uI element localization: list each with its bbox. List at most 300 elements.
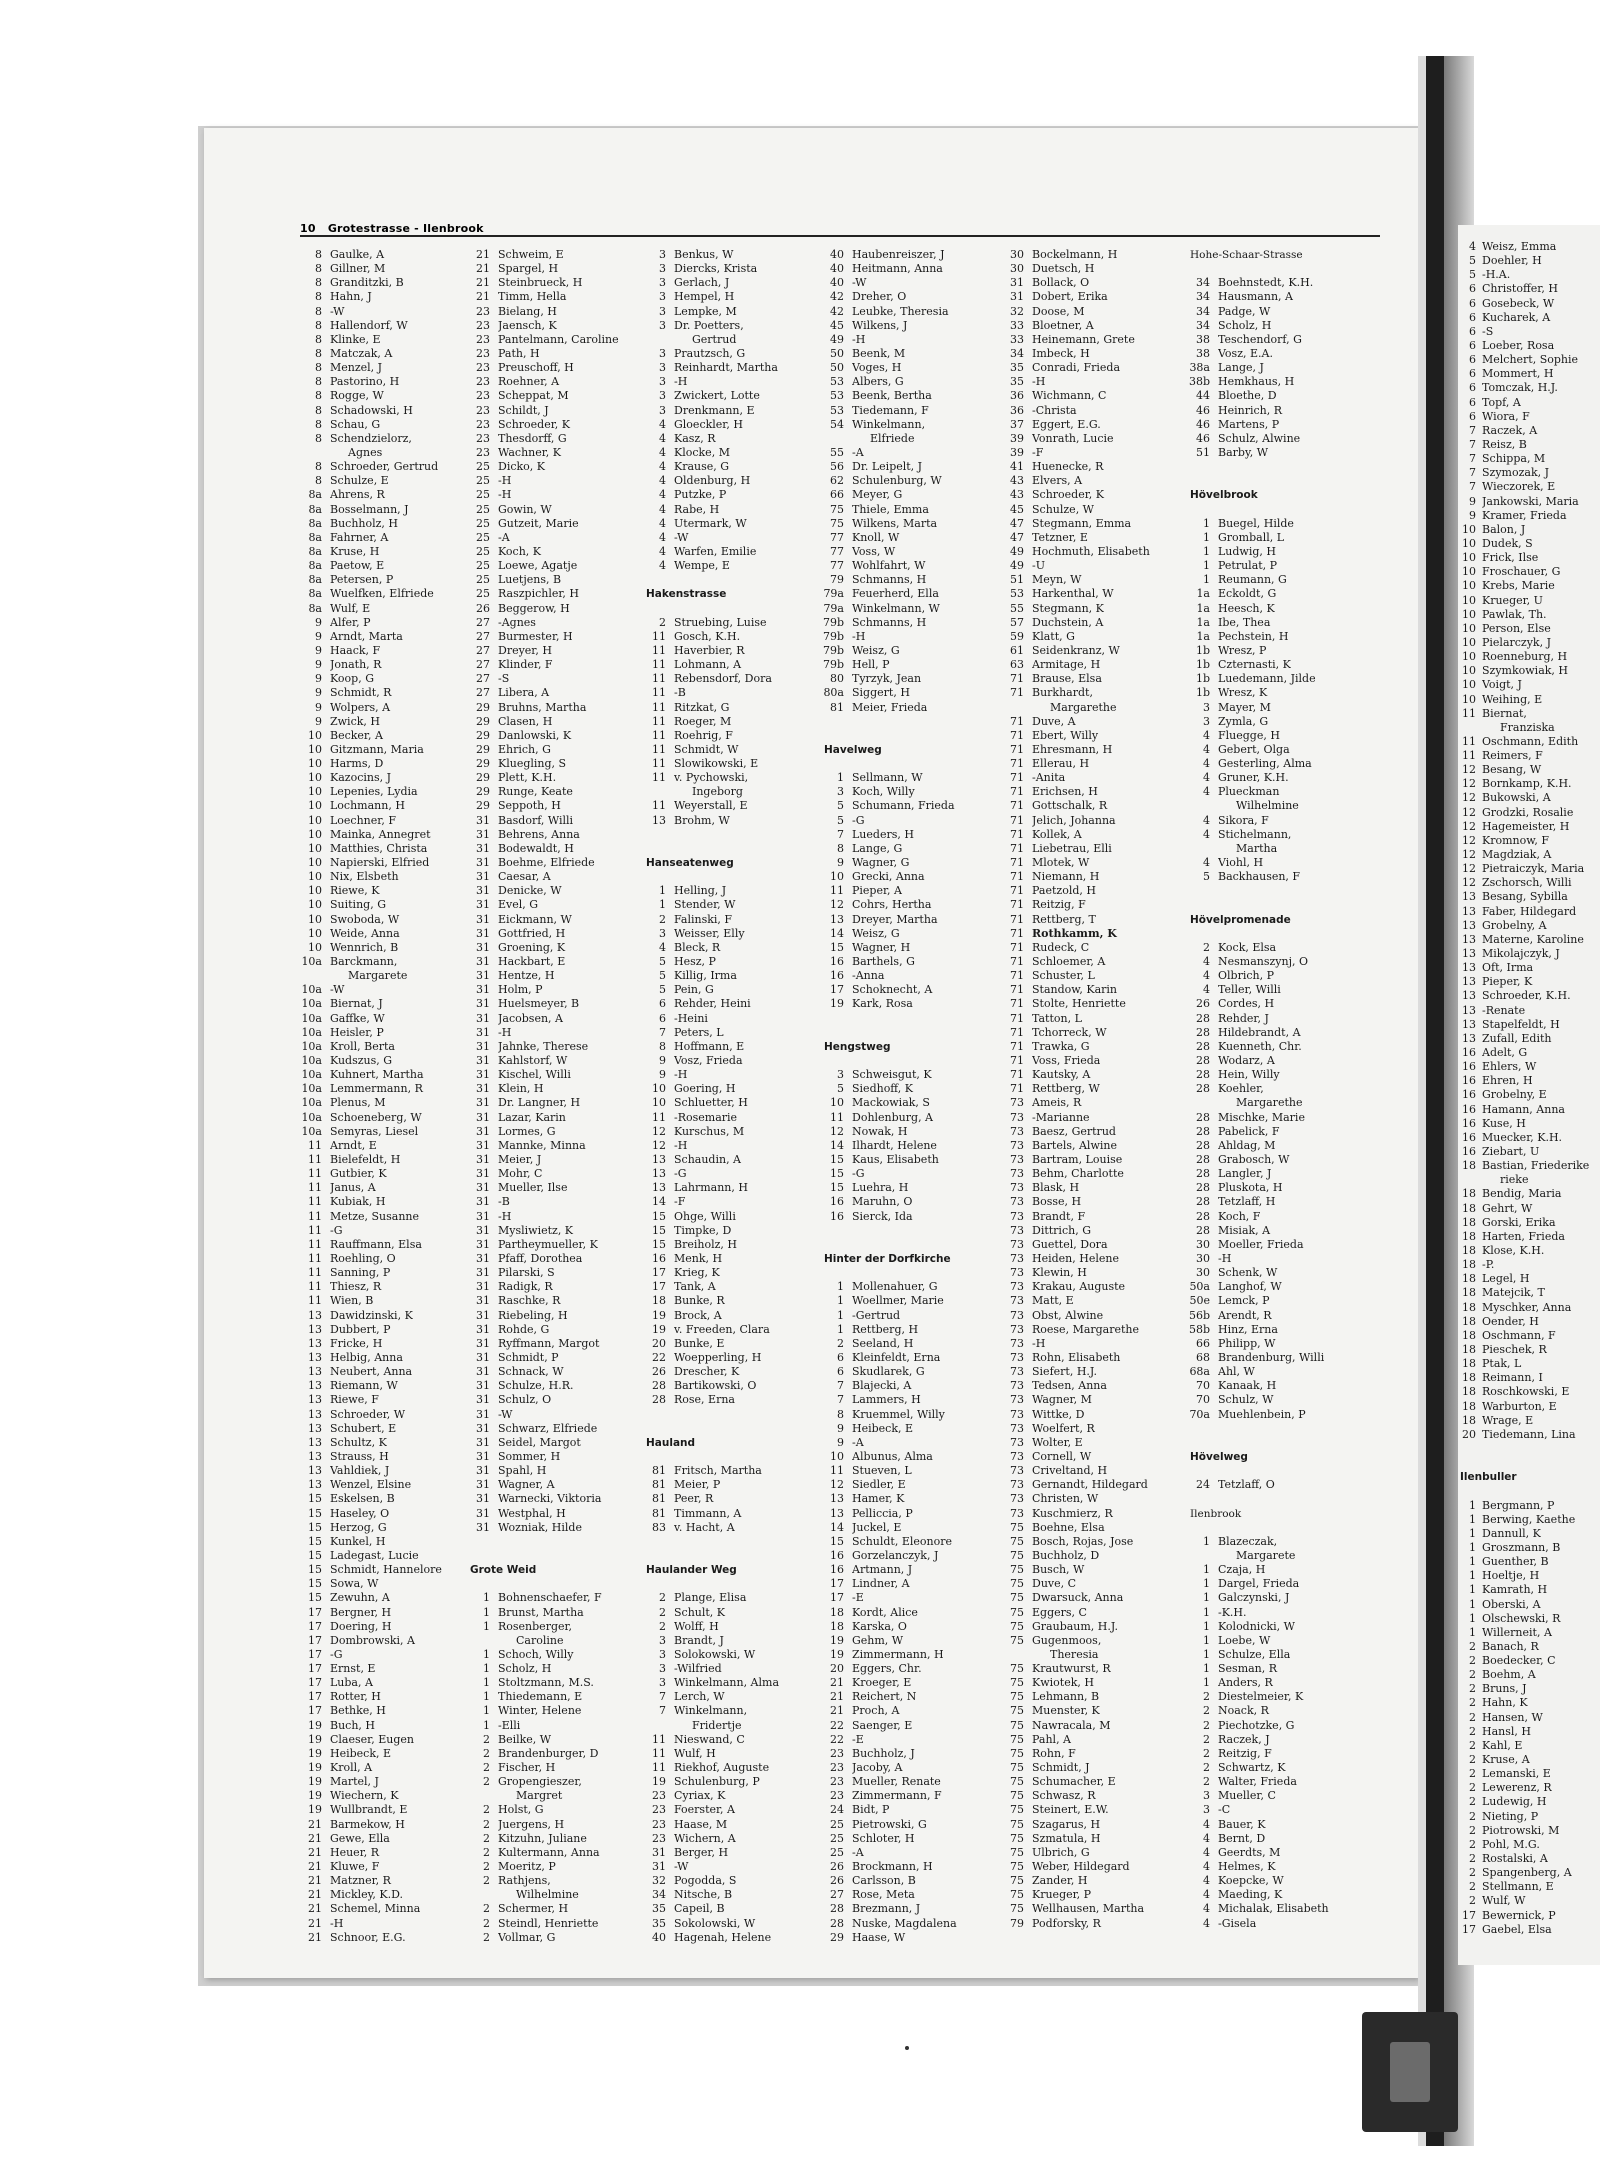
resident-name: Clasen, H (498, 714, 553, 728)
house-number: 10a (301, 1054, 322, 1068)
resident-name: Wrage, E (1482, 1413, 1534, 1427)
house-number: 10 (308, 742, 322, 756)
house-number: 1 (1469, 1555, 1476, 1569)
house-number: 31 (476, 1054, 490, 1068)
house-number: 57 (1010, 615, 1024, 629)
house-number: 2 (1469, 1781, 1476, 1795)
house-number (822, 432, 844, 446)
resident-name: Weihing, E (1482, 692, 1543, 706)
resident-name: Rostalski, A (1482, 1852, 1548, 1866)
house-number: 12 (1462, 805, 1476, 819)
resident-entry (1002, 1068, 1208, 1082)
resident-entry (1458, 1357, 1600, 1371)
resident-entry (468, 1733, 673, 1747)
house-number: 1 (837, 1322, 844, 1336)
resident-name: Weber, Hildegard (1032, 1860, 1130, 1874)
house-number: 56b (1188, 1308, 1210, 1322)
house-number: 5 (837, 813, 844, 827)
resident-entry (822, 347, 1022, 361)
resident-entry (468, 418, 673, 432)
house-number: 30 (1196, 1251, 1210, 1265)
resident-name: Jaensch, K (498, 318, 557, 332)
resident-entry (644, 1606, 830, 1620)
resident-name: Sanning, P (330, 1266, 391, 1280)
house-number: 13 (308, 1379, 322, 1393)
resident-name: Zewuhn, A (330, 1591, 390, 1605)
resident-name: Obst, Alwine (1032, 1308, 1104, 1322)
resident-name: Sierck, Ida (852, 1209, 913, 1223)
house-number: 28 (1196, 1068, 1210, 1082)
resident-name: Teller, Willi (1218, 983, 1281, 997)
resident-entry (300, 1450, 470, 1464)
resident-name: Langhof, W (1218, 1280, 1282, 1294)
street-heading (1188, 1450, 1416, 1464)
house-number: 1 (1469, 1597, 1476, 1611)
resident-entry (1188, 644, 1416, 658)
resident-name: Menzel, J (330, 361, 383, 375)
resident-entry (1458, 1499, 1600, 1513)
resident-name: Frick, Ilse (1482, 551, 1539, 565)
resident-name: Melchert, Sophie (1482, 353, 1579, 367)
resident-name: Metze, Susanne (330, 1209, 419, 1223)
resident-entry (300, 573, 470, 587)
resident-entry (468, 686, 673, 700)
resident-entry (644, 1026, 830, 1040)
resident-entry (468, 1408, 673, 1422)
house-number: 2 (1469, 1823, 1476, 1837)
resident-name: Haase, W (852, 1930, 906, 1944)
resident-entry (1458, 1866, 1600, 1880)
resident-name: Heinemann, Grete (1032, 332, 1135, 346)
resident-entry (300, 757, 470, 771)
house-number: 25 (830, 1831, 844, 1845)
resident-entry (1458, 1696, 1600, 1710)
house-number: 18 (1462, 1187, 1476, 1201)
resident-entry (644, 1111, 830, 1125)
house-number: 13 (308, 1365, 322, 1379)
resident-name: Raczek, A (1482, 423, 1538, 437)
house-number: 71 (1010, 912, 1024, 926)
house-number: 10 (1462, 692, 1476, 706)
house-number: 10 (1462, 678, 1476, 692)
house-number: 4 (1203, 969, 1210, 983)
resident-name: Ludwig, H (1218, 544, 1276, 558)
resident-entry (300, 460, 470, 474)
resident-entry (1002, 757, 1208, 771)
resident-name: Lemanski, E (1482, 1767, 1551, 1781)
resident-name: Froschauer, G (1482, 565, 1561, 579)
house-number: 73 (1010, 1195, 1024, 1209)
resident-entry (644, 389, 830, 403)
resident-entry (1188, 1719, 1416, 1733)
resident-entry (300, 488, 470, 502)
resident-name: Wagner, M (1032, 1393, 1092, 1407)
resident-name: Bosselmann, J (330, 502, 409, 516)
resident-entry (300, 785, 470, 799)
house-number: 56 (830, 460, 844, 474)
resident-name: Lemck, P (1218, 1294, 1270, 1308)
resident-name: Schuldt, Eleonore (852, 1534, 952, 1548)
resident-entry (1002, 658, 1208, 672)
resident-name: Koch, F (1218, 1209, 1261, 1223)
resident-entry (468, 503, 673, 517)
house-number: 71 (1010, 955, 1024, 969)
house-number: 32 (1010, 304, 1024, 318)
resident-name: Pieper, A (852, 884, 902, 898)
house-number: 31 (476, 1082, 490, 1096)
resident-name: Kramer, Frieda (1482, 508, 1567, 522)
resident-entry (1188, 1478, 1416, 1492)
house-number: 5 (659, 969, 666, 983)
resident-name: Oender, H (1482, 1314, 1539, 1328)
house-number: 11 (652, 1732, 666, 1746)
house-number: 1 (1203, 1633, 1210, 1647)
resident-name: Ahl, W (1218, 1365, 1255, 1379)
resident-name: Margret (516, 1789, 563, 1803)
spacer (644, 870, 830, 884)
resident-name: Elfriede (870, 431, 915, 445)
resident-entry (822, 1803, 1022, 1817)
resident-entry (644, 1323, 830, 1337)
resident-entry (468, 828, 673, 842)
house-number: 18 (1462, 1314, 1476, 1328)
resident-entry (822, 545, 1022, 559)
house-number: 16 (1462, 1088, 1476, 1102)
house-number: 1 (1469, 1512, 1476, 1526)
house-number: 4 (1203, 757, 1210, 771)
house-number: 79 (830, 573, 844, 587)
house-number: 28 (1196, 1011, 1210, 1025)
resident-entry (1458, 240, 1600, 254)
house-number: 23 (476, 318, 490, 332)
resident-name: Claeser, Eugen (330, 1732, 414, 1746)
house-number: 19 (652, 1322, 666, 1336)
resident-name: -G (852, 1167, 865, 1181)
resident-entry (468, 1648, 673, 1662)
house-number: 29 (476, 799, 490, 813)
resident-name: Rose, Erna (674, 1393, 735, 1407)
house-number: 13 (1462, 1017, 1476, 1031)
house-number: 10 (1462, 565, 1476, 579)
resident-name: Gutbier, K (330, 1167, 387, 1181)
house-number: 25 (830, 1817, 844, 1831)
resident-entry (822, 1676, 1022, 1690)
resident-entry (1188, 1408, 1416, 1422)
house-number: 9 (1469, 494, 1476, 508)
house-number: 9 (315, 672, 322, 686)
resident-name: Boehme, Elfriede (498, 856, 595, 870)
house-number: 18 (1462, 1286, 1476, 1300)
resident-entry (300, 1323, 470, 1337)
house-number: 4 (659, 544, 666, 558)
resident-name: Theresia (1050, 1647, 1099, 1661)
house-number: 33 (1010, 332, 1024, 346)
resident-name: Sokolowski, W (674, 1916, 756, 1930)
resident-name: Gertrud (692, 332, 737, 346)
resident-name: -H (852, 332, 866, 346)
resident-entry (1188, 1379, 1416, 1393)
resident-name: Christen, W (1032, 1492, 1099, 1506)
house-number (1188, 1549, 1210, 1563)
resident-name: Doehler, H (1482, 254, 1542, 268)
house-number: 34 (652, 1888, 666, 1902)
house-number: 2 (483, 1746, 490, 1760)
resident-entry (300, 1775, 470, 1789)
resident-entry (1188, 1620, 1416, 1634)
house-number: 73 (1010, 1223, 1024, 1237)
resident-entry (468, 1704, 673, 1718)
resident-name: Martha (1236, 841, 1278, 855)
street-heading (822, 1252, 1022, 1266)
house-number: 4 (659, 488, 666, 502)
resident-entry (644, 757, 830, 771)
resident-entry (1458, 1032, 1600, 1046)
house-number (1188, 842, 1210, 856)
house-number: 6 (1469, 296, 1476, 310)
facing-page (1458, 225, 1600, 1965)
house-number: 1a (1196, 601, 1210, 615)
house-number: 13 (1462, 1031, 1476, 1045)
resident-name: -B (674, 686, 686, 700)
house-number: 75 (1010, 1803, 1024, 1817)
resident-entry (1188, 545, 1416, 559)
resident-name: Schult, K (674, 1605, 726, 1619)
resident-entry (300, 333, 470, 347)
house-number: 31 (476, 1506, 490, 1520)
resident-entry (468, 630, 673, 644)
resident-name: Leubke, Theresia (852, 304, 949, 318)
resident-name: Loebe, W (1218, 1633, 1271, 1647)
house-number: 4 (1203, 1902, 1210, 1916)
street-name: Ilenbuller (1460, 1471, 1517, 1484)
resident-entry (300, 1266, 470, 1280)
resident-name: Saenger, E (852, 1718, 913, 1732)
resident-name: Hamer, K (852, 1492, 905, 1506)
resident-name: Kwiotek, H (1032, 1676, 1094, 1690)
house-number: 3 (659, 304, 666, 318)
resident-entry (822, 814, 1022, 828)
binder-clip (1362, 2012, 1458, 2132)
resident-name: Hochmuth, Elisabeth (1032, 544, 1150, 558)
resident-entry (1002, 545, 1208, 559)
resident-name: Gehm, W (852, 1633, 904, 1647)
house-number: 11 (308, 1251, 322, 1265)
resident-entry (822, 1818, 1022, 1832)
resident-name: Wiechern, K (330, 1789, 399, 1803)
resident-name: Mannke, Minna (498, 1138, 586, 1152)
resident-entry (644, 474, 830, 488)
resident-entry (1188, 1917, 1416, 1931)
house-number: 4 (1203, 856, 1210, 870)
resident-entry (468, 1690, 673, 1704)
resident-entry (300, 927, 470, 941)
house-number: 8 (315, 375, 322, 389)
resident-name: Becker, A (330, 728, 383, 742)
resident-name: Hinz, Erna (1218, 1322, 1278, 1336)
resident-name: Wachner, K (498, 445, 562, 459)
resident-name: Basdorf, Willi (498, 813, 574, 827)
resident-name: -H (674, 1068, 688, 1082)
house-number: 73 (1010, 1350, 1024, 1364)
house-number: 37 (1010, 417, 1024, 431)
resident-entry (1002, 1054, 1208, 1068)
house-number: 39 (1010, 445, 1024, 459)
house-number: 25 (476, 544, 490, 558)
resident-entry (468, 1719, 673, 1733)
house-number: 2 (483, 1732, 490, 1746)
resident-name: Winkelmann, Alma (674, 1676, 780, 1690)
resident-entry (1188, 1012, 1416, 1026)
resident-entry (644, 644, 830, 658)
resident-name: Schadowski, H (330, 403, 413, 417)
resident-name: Dawidzinski, K (330, 1308, 413, 1322)
resident-entry (1458, 721, 1600, 735)
house-number: 10 (1462, 522, 1476, 536)
resident-name: Harten, Frieda (1482, 1229, 1565, 1243)
house-number: 2 (1469, 1795, 1476, 1809)
resident-entry (1458, 268, 1600, 282)
resident-name: Kruse, A (1482, 1753, 1530, 1767)
resident-entry (300, 814, 470, 828)
resident-entry (468, 1846, 673, 1860)
resident-name: Arendt, R (1218, 1308, 1272, 1322)
house-number: 80 (830, 672, 844, 686)
resident-name: Dohlenburg, A (852, 1110, 934, 1124)
resident-entry (1188, 389, 1416, 403)
house-number: 5 (1203, 870, 1210, 884)
resident-entry (468, 983, 673, 997)
house-number: 35 (652, 1916, 666, 1930)
resident-name: Lempke, M (674, 304, 737, 318)
resident-name: Radigk, R (498, 1280, 553, 1294)
resident-entry (644, 1846, 830, 1860)
resident-entry (468, 1266, 673, 1280)
resident-name: Zufall, Edith (1482, 1031, 1552, 1045)
resident-entry (468, 290, 673, 304)
resident-entry (300, 1818, 470, 1832)
resident-entry (300, 1860, 470, 1874)
resident-entry (644, 559, 830, 573)
resident-name: Mackowiak, S (852, 1096, 930, 1110)
house-number: 20 (652, 1336, 666, 1350)
resident-name: Wolff, H (674, 1619, 719, 1633)
house-number: 4 (1203, 1916, 1210, 1930)
resident-name: Kock, Elsa (1218, 940, 1277, 954)
resident-entry (300, 587, 470, 601)
house-number: 23 (476, 389, 490, 403)
house-number: 10 (308, 912, 322, 926)
house-number: 1 (1469, 1611, 1476, 1625)
resident-name: Barby, W (1218, 445, 1268, 459)
resident-entry (822, 1507, 1022, 1521)
resident-entry (468, 1068, 673, 1082)
resident-entry (1458, 1159, 1600, 1173)
resident-name: Juckel, E (852, 1520, 902, 1534)
resident-entry (300, 375, 470, 389)
resident-entry (468, 276, 673, 290)
resident-name: Wieczorek, E (1482, 480, 1556, 494)
house-number: 1 (483, 1605, 490, 1619)
resident-entry (468, 1224, 673, 1238)
house-number: 1 (483, 1591, 490, 1605)
resident-entry (1188, 602, 1416, 616)
resident-entry (822, 1832, 1022, 1846)
house-number: 1 (837, 1294, 844, 1308)
house-number: 15 (308, 1548, 322, 1562)
resident-entry (1458, 1852, 1600, 1866)
resident-name: Busch, W (1032, 1563, 1085, 1577)
resident-name: Fritsch, Martha (674, 1464, 762, 1478)
spacer (1188, 1492, 1416, 1506)
house-number: 44 (1196, 389, 1210, 403)
resident-name: Pielarczyk, J (1482, 635, 1552, 649)
house-number: 75 (1010, 1662, 1024, 1676)
street-heading (644, 1563, 830, 1577)
street-heading (1188, 248, 1416, 262)
spacer (1188, 503, 1416, 517)
resident-name: Schweisgut, K (852, 1068, 932, 1082)
resident-name: Schnoor, E.G. (330, 1930, 406, 1944)
house-number: 23 (830, 1746, 844, 1760)
resident-entry (644, 983, 830, 997)
resident-entry (1188, 1040, 1416, 1054)
house-number: 1 (837, 1280, 844, 1294)
resident-entry (300, 1803, 470, 1817)
resident-entry (1458, 282, 1600, 296)
house-number: 8a (308, 488, 322, 502)
house-number: 71 (1010, 898, 1024, 912)
house-number: 1 (659, 898, 666, 912)
house-number: 17 (652, 1266, 666, 1280)
resident-name: Proch, A (852, 1704, 900, 1718)
resident-name: Bielang, H (498, 304, 557, 318)
resident-name: Wichern, A (674, 1831, 736, 1845)
resident-name: Ludewig, H (1482, 1795, 1547, 1809)
resident-name: Brock, A (674, 1308, 722, 1322)
resident-name: Pfaff, Dorothea (498, 1251, 583, 1265)
house-number: 1 (1203, 1662, 1210, 1676)
house-number: 4 (659, 516, 666, 530)
resident-entry (468, 1775, 673, 1789)
house-number: 10 (1462, 664, 1476, 678)
resident-name: Gehrt, W (1482, 1201, 1533, 1215)
house-number: 6 (1469, 324, 1476, 338)
resident-entry (1188, 1846, 1416, 1860)
resident-name: Schmanns, H (852, 573, 927, 587)
street-name: Grote Weid (470, 1564, 537, 1577)
house-number: 5 (837, 799, 844, 813)
house-number: 21 (308, 1916, 322, 1930)
house-number: 73 (1010, 1492, 1024, 1506)
resident-name: Kautsky, A (1032, 1068, 1091, 1082)
house-number: 18 (1462, 1159, 1476, 1173)
resident-entry (1002, 1337, 1208, 1351)
house-number: 27 (476, 672, 490, 686)
resident-entry (1458, 1414, 1600, 1428)
house-number: 31 (476, 1167, 490, 1181)
house-number: 75 (1010, 1548, 1024, 1562)
spacer (822, 715, 1022, 729)
resident-name: Matejcik, T (1482, 1286, 1545, 1300)
resident-entry (300, 1789, 470, 1803)
resident-entry (644, 375, 830, 389)
house-number: 16 (1462, 1074, 1476, 1088)
house-number: 8 (659, 1039, 666, 1053)
house-number: 7 (837, 827, 844, 841)
resident-name: Eckoldt, G (1218, 587, 1277, 601)
resident-name: -Renate (1482, 1003, 1526, 1017)
resident-name: Koch, K (498, 544, 542, 558)
